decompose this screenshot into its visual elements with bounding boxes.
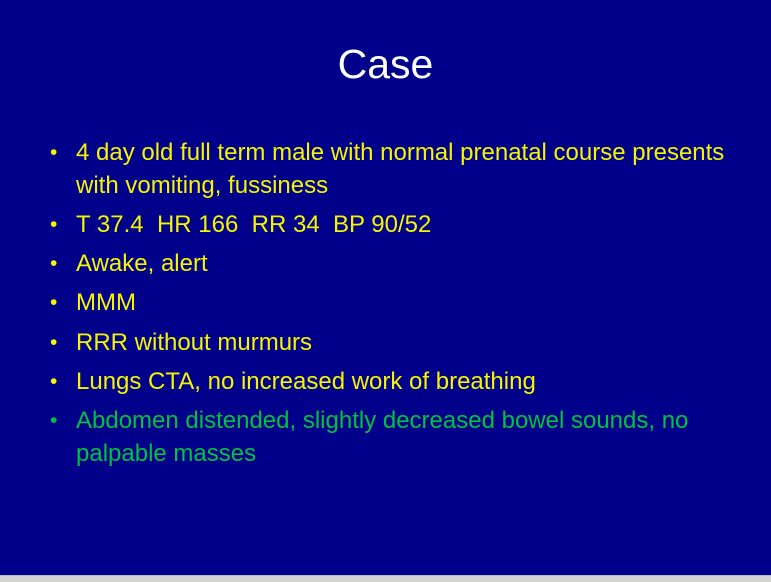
bottom-edge-strip xyxy=(0,575,771,582)
bullet-icon: • xyxy=(50,291,58,315)
list-item xyxy=(48,136,741,202)
list-item xyxy=(48,208,741,241)
bullet-icon: • xyxy=(50,408,58,432)
bullet-icon: • xyxy=(50,252,58,276)
bullet-icon: • xyxy=(50,213,58,237)
bullet-text: Awake, alert xyxy=(76,250,208,278)
bullet-icon: • xyxy=(50,141,58,164)
bullet-text: Lungs CTA, no increased work of breathing xyxy=(76,367,536,395)
list-item xyxy=(48,365,741,398)
bullet-list xyxy=(48,136,741,476)
bullet-text: 4 day old full term male with normal prenatal course presents with vomiting, fussiness xyxy=(76,139,731,200)
bullet-text: T 37.4 HR 166 RR 34 BP 90/52 xyxy=(76,211,432,239)
slide-title: Case xyxy=(337,41,434,87)
bullet-icon: • xyxy=(50,330,58,354)
list-item xyxy=(48,286,741,319)
bullet-text: Abdomen distended, slightly decreased bowel sounds, no palpable masses xyxy=(76,406,696,467)
bullet-text: RRR without murmurs xyxy=(76,328,313,356)
list-item xyxy=(48,404,741,470)
list-item xyxy=(48,247,741,280)
bullet-icon: • xyxy=(50,369,58,393)
list-item xyxy=(48,326,741,359)
bullet-text: MMM xyxy=(76,289,136,317)
